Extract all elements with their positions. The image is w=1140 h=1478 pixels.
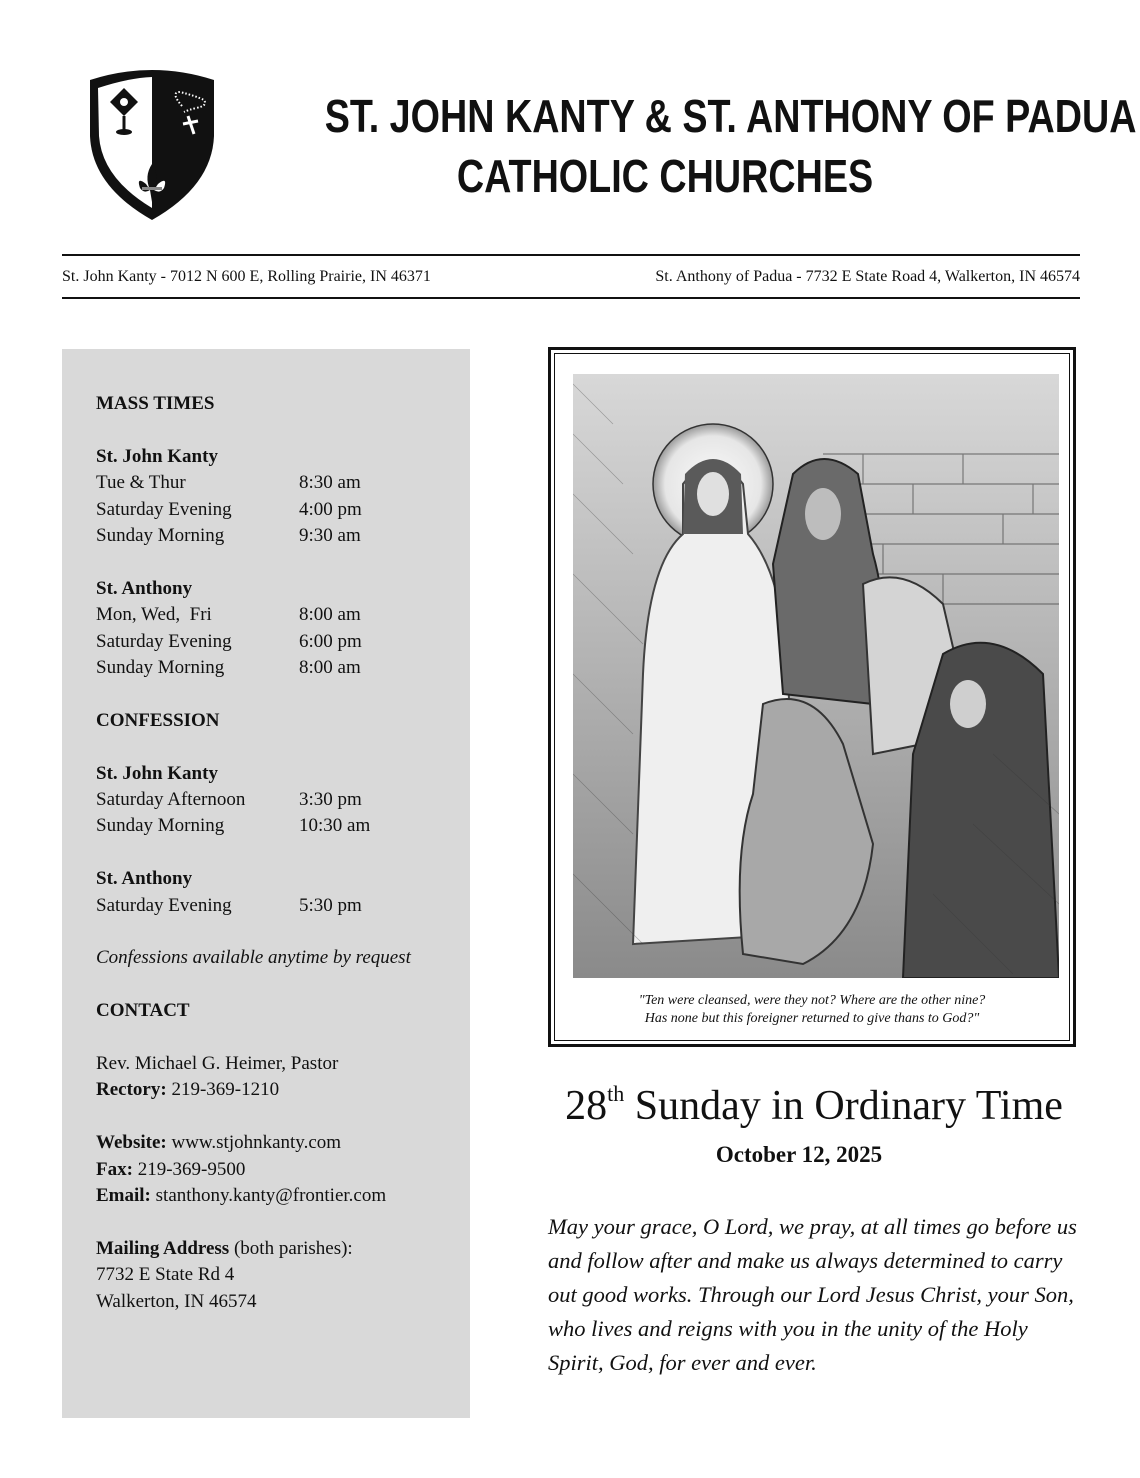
rectory-label: Rectory: (96, 1079, 167, 1101)
schedule-row (96, 787, 460, 813)
mailing-address-heading (96, 1236, 460, 1262)
mailing-line-1: 7732 E State Rd 4 (96, 1264, 235, 1286)
confession-church-name: St. Anthony (96, 868, 193, 890)
mass-church-name: St. Anthony (96, 577, 193, 599)
page-title (324, 86, 1137, 206)
email-label: Email: (96, 1185, 151, 1207)
schedule-row (96, 813, 460, 839)
schedule-time: 9:30 am (299, 525, 361, 547)
rectory-phone-line (96, 1077, 460, 1103)
gospel-illustration-image (573, 374, 1059, 978)
schedule-time: 6:00 pm (299, 630, 362, 652)
schedule-time: 8:00 am (299, 657, 361, 679)
schedule-time: 5:30 pm (299, 894, 362, 916)
schedule-time: 3:30 pm (299, 789, 362, 811)
address-st-anthony: St. Anthony of Padua - 7732 E State Road 4, Walkerton, IN 46574 (655, 268, 1080, 285)
mass-church-name: St. John Kanty (96, 445, 218, 467)
website-line (96, 1130, 460, 1156)
fax-line (96, 1157, 460, 1183)
schedule-row (96, 655, 460, 681)
sidebar-info-panel (62, 349, 470, 1418)
mailing-note: (both parishes): (229, 1237, 353, 1259)
confession-note: Confessions available anytime by request (96, 947, 411, 969)
schedule-time: 8:30 am (299, 472, 361, 494)
sunday-number: 28 (565, 1083, 608, 1129)
schedule-day: Sunday Morning (96, 525, 225, 547)
schedule-day: Sunday Morning (96, 657, 225, 679)
schedule-row (96, 602, 460, 628)
website-link[interactable]: www.stjohnkanty.com (166, 1132, 342, 1154)
title-line-2: CATHOLIC CHURCHES (456, 150, 874, 202)
title-line-1: ST. JOHN KANTY & ST. ANTHONY OF PADUA (324, 90, 1137, 142)
confession-heading: CONFESSION (96, 709, 220, 731)
schedule-day: Saturday Afternoon (96, 789, 246, 811)
pastor-name: Rev. Michael G. Heimer, Pastor (96, 1053, 339, 1075)
jesus-face (697, 472, 729, 516)
mailing-line-2: Walkerton, IN 46574 (96, 1290, 257, 1312)
caption-line-1: "Ten were cleansed, were they not? Where are the other nine? (638, 993, 986, 1008)
collect-prayer: May your grace, O Lord, we pray, at all times go before us and follow after and make us always determined to carry out good works. Through our Lord Jesus Christ, your Son, who lives and reigns with you in the unity of the Holy Spirit, God, for ever and ever. (548, 1214, 1077, 1375)
fax-label: Fax: (96, 1158, 133, 1180)
schedule-day: Saturday Evening (96, 630, 232, 652)
sunday-title: Sunday in Ordinary Time (624, 1083, 1063, 1129)
address-st-john-kanty: St. John Kanty - 7012 N 600 E, Rolling Prairie, IN 46371 (62, 268, 431, 285)
schedule-time: 4:00 pm (299, 498, 362, 520)
mailing-label: Mailing Address (96, 1237, 230, 1259)
schedule-row (96, 523, 460, 549)
bulletin-date: October 12, 2025 (715, 1142, 883, 1167)
contact-heading: CONTACT (96, 1000, 190, 1022)
schedule-time: 8:00 am (299, 604, 361, 626)
mass-times-heading: MASS TIMES (96, 393, 215, 414)
fax-number: 219-369-9500 (132, 1158, 246, 1180)
rectory-phone: 219-369-1210 (166, 1079, 280, 1101)
illustration-frame (548, 347, 1076, 1047)
schedule-day: Sunday Morning (96, 815, 225, 837)
schedule-time: 10:30 am (299, 815, 371, 837)
divider-top (62, 254, 1080, 256)
liturgical-day-heading (548, 1080, 1080, 1132)
email-link[interactable]: stanthony.kanty@frontier.com (150, 1185, 387, 1207)
email-line (96, 1183, 460, 1209)
illustration-caption (555, 992, 1069, 1028)
divider-bottom (62, 297, 1080, 299)
schedule-day: Saturday Evening (96, 498, 232, 520)
caption-line-2: Has none but this foreigner returned to give thans to God?" (644, 1011, 980, 1026)
confession-church-name: St. John Kanty (96, 762, 218, 784)
schedule-day: Saturday Evening (96, 894, 232, 916)
schedule-row (96, 470, 460, 496)
schedule-row (96, 629, 460, 655)
schedule-row (96, 893, 460, 919)
website-label: Website: (96, 1132, 167, 1154)
schedule-day: Mon, Wed, Fri (96, 604, 212, 626)
schedule-row (96, 497, 460, 523)
ordinal-suffix: th (607, 1081, 625, 1106)
schedule-day: Tue & Thur (96, 472, 186, 494)
parish-shield-logo (84, 66, 220, 224)
